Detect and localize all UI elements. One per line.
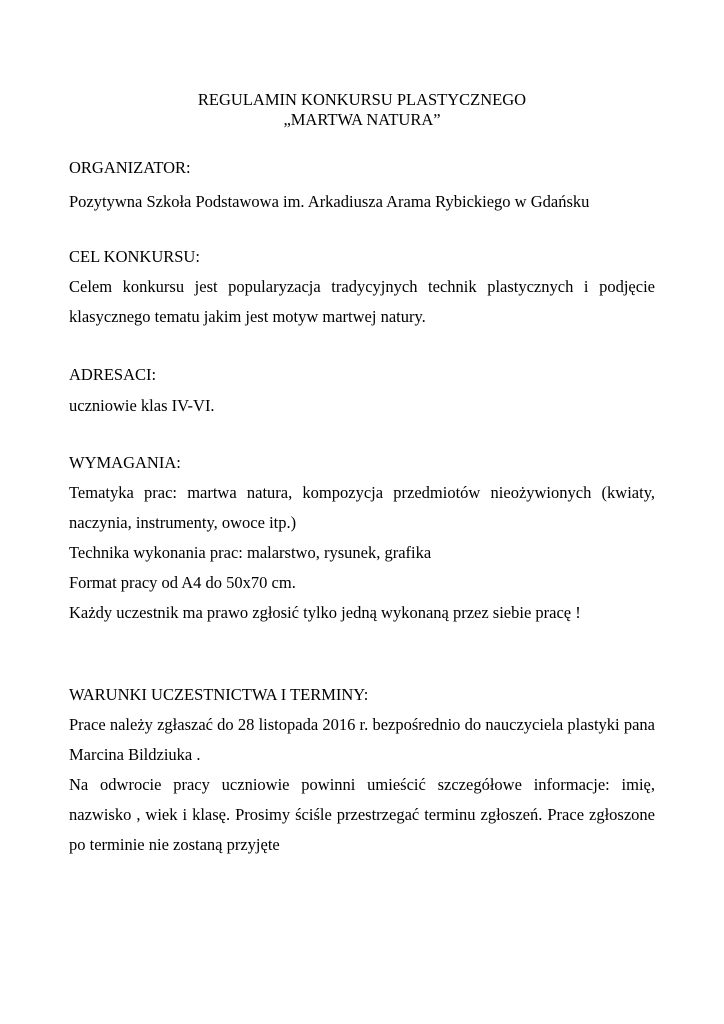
title-line-2: „MARTWA NATURA” — [283, 110, 441, 129]
goal-heading: CEL KONKURSU: — [69, 247, 200, 266]
audience-heading: ADRESACI: — [69, 365, 157, 384]
conditions-heading: WARUNKI UCZESTNICTWA I TERMINY: — [69, 685, 369, 704]
requirements-technique: Technika wykonania prac: malarstwo, rysunek, grafika — [69, 543, 432, 562]
section-organizer — [69, 157, 655, 217]
section-conditions — [69, 684, 655, 860]
title-line-1: REGULAMIN KONKURSU PLASTYCZNEGO — [197, 90, 527, 109]
section-audience — [69, 364, 655, 421]
section-requirements — [69, 452, 655, 628]
goal-text: Celem konkursu jest popularyzacja tradycyjnych technik plastycznych i podjęcie klasycznego tematu jakim jest motyw martwej natury. — [69, 277, 655, 326]
conditions-details: Na odwrocie pracy uczniowie powinni umieścić szczegółowe informacje: imię, nazwisko , wiek i klasę. Prosimy ściśle przestrzegać terminu zgłoszeń. Prace zgłoszone po terminie nie zostaną przyjęte — [69, 775, 655, 854]
requirements-format: Format pracy od A4 do 50x70 cm. — [69, 573, 296, 592]
organizer-heading: ORGANIZATOR: — [69, 158, 191, 177]
requirements-limit: Każdy uczestnik ma prawo zgłosić tylko jedną wykonaną przez siebie pracę ! — [69, 603, 581, 622]
document-title — [0, 90, 724, 130]
audience-text: uczniowie klas IV-VI. — [69, 396, 215, 415]
requirements-heading: WYMAGANIA: — [69, 453, 181, 472]
organizer-text: Pozytywna Szkoła Podstawowa im. Arkadiusza Arama Rybickiego w Gdańsku — [69, 192, 590, 211]
section-goal — [69, 246, 655, 332]
requirements-topic: Tematyka prac: martwa natura, kompozycja przedmiotów nieożywionych (kwiaty, naczynia, instrumenty, owoce itp.) — [69, 483, 655, 532]
conditions-deadline: Prace należy zgłaszać do 28 listopada 2016 r. bezpośrednio do nauczyciela plastyki pana Marcina Bildziuka . — [69, 715, 655, 764]
